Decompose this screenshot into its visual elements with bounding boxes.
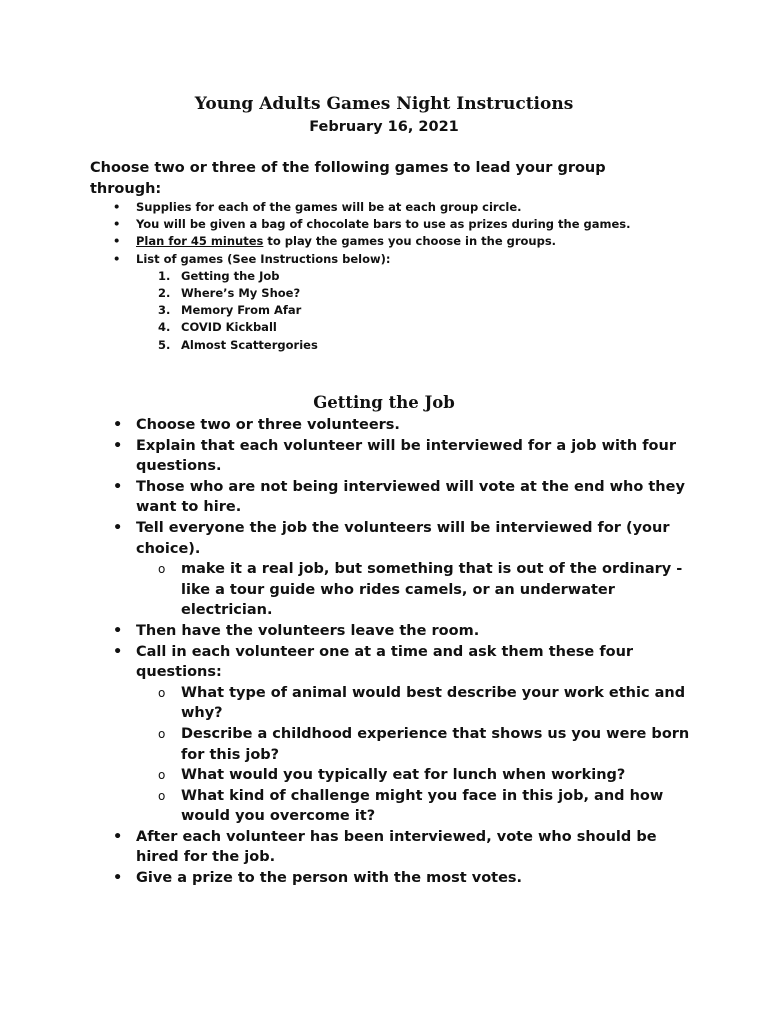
game-name: Getting the Job <box>181 268 280 283</box>
bullet-icon: • <box>113 437 123 454</box>
bullet-icon: • <box>113 870 123 887</box>
circle-bullet-icon: o <box>158 562 166 577</box>
list-item-text: Supplies for each of the games will be at each group circle. <box>136 200 522 214</box>
sub-list-item <box>136 765 700 786</box>
intro-bullet-list <box>90 199 730 354</box>
games-list <box>136 268 730 354</box>
list-item <box>90 233 730 250</box>
bullet-icon: • <box>113 478 123 495</box>
list-item-text: Then have the volunteers leave the room. <box>136 622 480 639</box>
game-name: Where’s My Shoe? <box>181 285 301 300</box>
circle-bullet-icon: o <box>158 685 166 700</box>
game-item <box>136 268 730 285</box>
list-item-text: to play the games you choose in the groups. <box>263 234 557 249</box>
game-name: COVID Kickball <box>181 320 277 335</box>
list-item-text: Call in each volunteer one at a time and ask them these four questions: <box>136 643 634 681</box>
game-number: 3. <box>158 303 171 318</box>
game-item <box>136 302 730 319</box>
bullet-icon: • <box>113 828 123 845</box>
sub-list-item <box>136 724 700 765</box>
list-item <box>90 868 700 889</box>
game-item <box>136 337 730 354</box>
sub-list-item <box>136 559 700 621</box>
list-item-text: You will be given a bag of chocolate bars to use as prizes during the games. <box>136 217 631 232</box>
bullet-icon: • <box>113 622 123 639</box>
instructions-list <box>90 415 700 889</box>
bullet-icon: • <box>113 519 123 536</box>
sub-list-item <box>136 786 700 827</box>
document-date: February 16, 2021 <box>309 119 459 135</box>
list-item-text: Choose two or three volunteers. <box>136 417 400 433</box>
game-item <box>136 285 730 302</box>
list-item-text: List of games (See Instructions below): <box>136 251 391 266</box>
list-item-text: make it a real job, but something that is out of the ordinary - like a tour guide who rides camels, or an underwater electrician. <box>181 561 683 619</box>
list-item <box>90 436 700 477</box>
game-item <box>136 319 730 336</box>
underlined-text: Plan for 45 minutes <box>136 234 264 249</box>
circle-bullet-icon: o <box>158 788 166 803</box>
sub-list-item <box>136 683 700 724</box>
document-title: Young Adults Games Night Instructions <box>194 94 574 114</box>
list-item-text: Those who are not being interviewed will vote at the end who they want to hire. <box>136 478 685 516</box>
game-number: 1. <box>158 268 171 283</box>
game-name: Almost Scattergories <box>181 337 318 352</box>
bullet-icon: • <box>113 251 121 266</box>
bullet-icon: • <box>113 417 123 433</box>
list-item <box>90 642 700 827</box>
game-name: Memory From Afar <box>181 303 302 318</box>
intro-paragraph: Choose two or three of the following games to lead your group through: <box>90 160 606 197</box>
list-item-text: What would you typically eat for lunch when working? <box>181 767 626 784</box>
list-item-text: What kind of challenge might you face in this job, and how would you overcome it? <box>181 787 664 825</box>
list-item-text: Tell everyone the job the volunteers will be interviewed for (your choice). <box>136 519 670 557</box>
circle-bullet-icon: o <box>158 726 166 741</box>
games-list-container <box>90 268 730 354</box>
questions-list <box>136 683 700 827</box>
list-item-text: Describe a childhood experience that shows us you were born for this job? <box>181 725 690 763</box>
list-item <box>90 216 730 233</box>
bullet-icon: • <box>113 643 123 660</box>
list-item <box>90 251 730 268</box>
list-item <box>90 518 700 621</box>
game-number: 5. <box>158 337 171 352</box>
bullet-icon: • <box>113 234 121 249</box>
list-item-text: What type of animal would best describe your work ethic and why? <box>181 684 686 722</box>
list-item <box>90 621 700 642</box>
bullet-icon: • <box>113 217 121 232</box>
list-item <box>90 477 700 518</box>
sub-list <box>136 559 700 621</box>
list-item <box>90 827 700 868</box>
section-title: Getting the Job <box>313 393 455 412</box>
list-item <box>90 415 700 436</box>
list-item-text: Explain that each volunteer will be interviewed for a job with four questions. <box>136 437 676 475</box>
bullet-icon: • <box>113 200 121 214</box>
list-item-text: Give a prize to the person with the most votes. <box>136 870 523 887</box>
list-item-text: After each volunteer has been interviewed, vote who should be hired for the job. <box>136 828 657 866</box>
game-number: 2. <box>158 285 171 300</box>
game-number: 4. <box>158 320 171 335</box>
circle-bullet-icon: o <box>158 768 166 783</box>
list-item <box>90 199 730 216</box>
